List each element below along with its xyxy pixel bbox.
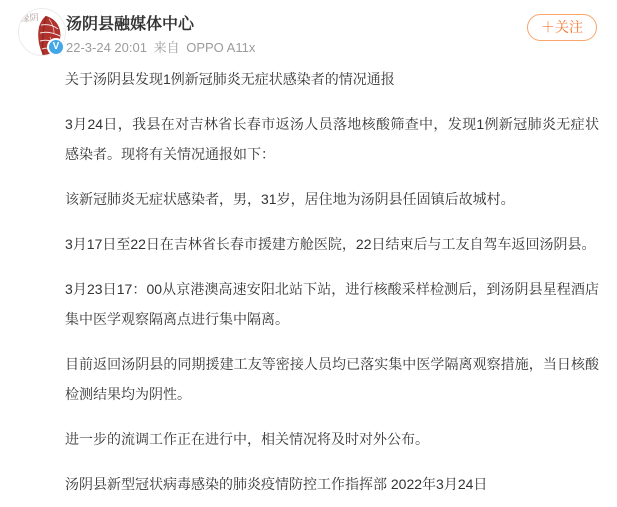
follow-button[interactable]: ＋关注 xyxy=(527,14,597,41)
post-meta xyxy=(66,37,258,56)
author-name[interactable]: 汤阴县融媒体中心 xyxy=(66,16,195,33)
post-header xyxy=(0,0,617,64)
post-signature: 汤阴县新型冠状病毒感染的肺炎疫情防控工作指挥部 2022年3月24日 xyxy=(65,476,488,492)
post-paragraph: 3月17日至22日在吉林省长春市援建方舱医院，22日结束后与工友自驾车返回汤阴县。 xyxy=(65,236,596,252)
source-device-link[interactable]: OPPO A11x xyxy=(186,40,256,55)
post-paragraph: 目前返回汤阴县的同期援建工友等密接人员均已落实集中医学隔离观察措施，当日核酸检测结果均为阴性。 xyxy=(65,356,599,402)
post-timestamp[interactable]: 22-3-24 20:01 xyxy=(66,40,147,55)
source-prefix: 来自 xyxy=(153,40,180,55)
avatar-seal-text: 缘阴 xyxy=(20,12,40,24)
post-title-line: 关于汤阴县发现1例新冠肺炎无症状感染者的情况通报 xyxy=(65,71,395,87)
avatar-wrap xyxy=(18,8,66,56)
post-paragraph: 该新冠肺炎无症状感染者，男，31岁，居住地为汤阴县任固镇后故城村。 xyxy=(65,191,515,207)
post-paragraph: 3月24日，我县在对吉林省长春市返汤人员落地核酸筛查中，发现1例新冠肺炎无症状感染者。现将有关情况通报如下： xyxy=(65,116,599,162)
verified-badge-icon[interactable]: V xyxy=(47,38,65,56)
post-paragraph: 3月23日17：00从京港澳高速安阳北站下站，进行核酸采样检测后，到汤阴县星程酒店集中医学观察隔离点进行集中隔离。 xyxy=(65,281,599,327)
post-content xyxy=(0,64,617,499)
post-paragraph: 进一步的流调工作正在进行中，相关情况将及时对外公布。 xyxy=(65,431,429,447)
